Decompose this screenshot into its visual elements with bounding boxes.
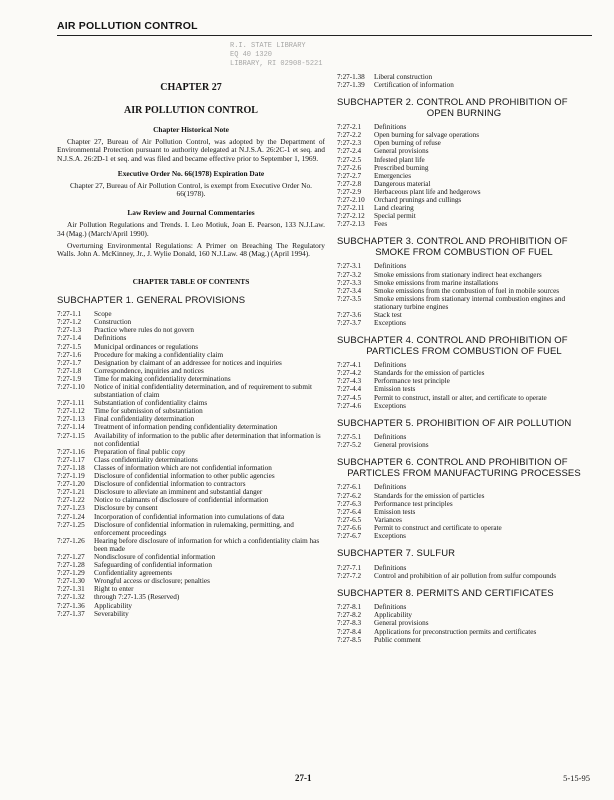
section-number: 7:27-1.23 <box>57 504 85 513</box>
toc-list <box>57 310 325 618</box>
toc-entry <box>57 488 325 496</box>
section-number: 7:27-1.22 <box>57 496 85 505</box>
section-title: Definitions <box>374 262 407 271</box>
section-title: Open burning for salvage operations <box>374 131 479 140</box>
toc-entry <box>57 310 325 318</box>
section-number: 7:27-2.4 <box>337 147 362 156</box>
section-number: 7:27-4.5 <box>337 393 362 402</box>
section-title: Orchard prunings and cullings <box>374 196 462 205</box>
toc-entry <box>337 147 591 155</box>
section-title: Scope <box>94 310 112 319</box>
section-number: 7:27-1.32 <box>57 593 85 602</box>
section-title: Fees <box>374 220 388 229</box>
toc-entry <box>337 516 591 524</box>
toc-entry <box>337 564 591 572</box>
chapter-title: AIR POLLUTION CONTROL <box>124 105 258 116</box>
section-title: General provisions <box>374 147 429 156</box>
toc-entry <box>337 139 591 147</box>
section-title: Correspondence, inquiries and notices <box>94 366 204 375</box>
section-number: 7:27-6.5 <box>337 515 362 524</box>
toc-entry <box>337 402 591 410</box>
subchapter-heading <box>337 589 591 600</box>
toc-entry <box>337 295 591 311</box>
section-number: 7:27-4.2 <box>337 369 362 378</box>
section-number: 7:27-1.25 <box>57 520 85 529</box>
subchapter-heading <box>337 549 591 560</box>
section-title: Control and prohibition of air pollution from sulfur compounds <box>374 571 557 580</box>
toc-entry <box>57 537 325 553</box>
left-column <box>57 70 325 618</box>
section-number: 7:27-1.36 <box>57 601 85 610</box>
section-number: 7:27-3.1 <box>337 262 362 271</box>
section-number: 7:27-1.16 <box>57 447 85 456</box>
section-title: Designation by claimant of an addressee for notices and inquiries <box>94 358 282 367</box>
section-number: 7:27-3.5 <box>337 294 362 303</box>
section-title: Severability <box>94 609 129 618</box>
section-title: Time for submission of substantiation <box>94 407 203 416</box>
section-number: 7:27-4.6 <box>337 401 362 410</box>
toc-entry <box>57 561 325 569</box>
section-number: 7:27-6.2 <box>337 491 362 500</box>
section-number: 7:27-2.1 <box>337 123 362 132</box>
toc-entry <box>337 311 591 319</box>
section-number: 7:27-1.27 <box>57 552 85 561</box>
section-title: Liberal construction <box>374 73 433 81</box>
section-title: through 7:27-1.35 (Reserved) <box>94 593 180 602</box>
toc-entry <box>57 375 325 383</box>
section-title: Construction <box>94 318 132 327</box>
historical-note-heading: Chapter Historical Note <box>153 125 229 134</box>
toc-entry <box>337 619 591 627</box>
subchapter-heading-line: SMOKE FROM COMBUSTION OF FUEL <box>375 246 553 258</box>
section-title: Smoke emissions from stationary internal combustion engines and stationary turbine engines <box>374 294 566 311</box>
section-number: 7:27-5.2 <box>337 441 362 450</box>
section-title: Permit to construct, install or alter, and certificate to operate <box>374 393 547 402</box>
section-number: 7:27-1.13 <box>57 415 85 424</box>
section-title: Definitions <box>94 334 127 343</box>
section-title: Disclosure of confidential information to contractors <box>94 480 246 489</box>
subchapter-heading-line: SUBCHAPTER 6. CONTROL AND PROHIBITION OF <box>337 457 568 469</box>
toc-entry <box>337 73 591 81</box>
section-title: Definitions <box>374 433 407 442</box>
toc-entry <box>337 394 591 402</box>
section-number: 7:27-2.13 <box>337 220 365 229</box>
toc-entry <box>57 569 325 577</box>
section-number: 7:27-2.12 <box>337 212 365 221</box>
section-title: Time for making confidentiality determinations <box>94 374 231 383</box>
section-number: 7:27-2.7 <box>337 171 362 180</box>
subchapter-list <box>337 98 591 644</box>
toc-entry <box>57 464 325 472</box>
toc-entry <box>57 318 325 326</box>
toc-entry <box>57 407 325 415</box>
section-number: 7:27-3.4 <box>337 286 362 295</box>
toc-entry <box>57 456 325 464</box>
toc-entry <box>57 334 325 342</box>
section-number: 7:27-1.29 <box>57 569 85 578</box>
section-title: Availability of information to the public after determination that information is not confidential <box>94 431 321 448</box>
toc-entry <box>57 513 325 521</box>
law-review-entry: Overturning Environmental Regulations: A Primer on Breaching The Regulatory Walls. John A. McKinney, Jr., J. Wylie Donald, 160 N.J.Law. 48 (Mag.) (April 1994). <box>57 241 325 259</box>
section-title: Disclosure of confidential information in rulemaking, permitting, and enforcement proceedings <box>94 520 294 537</box>
section-title: Variances <box>374 515 402 524</box>
section-number: 7:27-1.9 <box>57 374 82 383</box>
executive-order-heading: Executive Order No. 66(1978) Expiration Date <box>117 168 265 178</box>
subchapter-heading <box>337 237 591 258</box>
toc-entry <box>337 361 591 369</box>
toc-entry <box>337 287 591 295</box>
section-title: Prescribed burning <box>374 163 429 172</box>
toc-entry <box>337 279 591 287</box>
section-title: Land clearing <box>374 204 414 213</box>
subchapter-heading <box>337 458 591 479</box>
section-number: 7:27-6.3 <box>337 499 362 508</box>
section-title: Disclosure to alleviate an imminent and substantial danger <box>94 488 263 497</box>
subchapter-heading-line: PARTICLES FROM MANUFACTURING PROCESSES <box>347 467 581 479</box>
section-title: Classes of information which are not confidential information <box>94 463 272 472</box>
section-number: 7:27-1.18 <box>57 463 85 472</box>
chapter-number: CHAPTER 27 <box>160 82 222 93</box>
law-review-entry: Air Pollution Regulations and Trends. I. Leo Motiuk, Joan E. Pearson, 133 N.J.Law. 34 (Mag.) (March/April 1990). <box>57 220 325 238</box>
section-number: 7:27-1.31 <box>57 585 85 594</box>
toc-list <box>337 73 591 89</box>
section-number: 7:27-8.4 <box>337 627 362 636</box>
section-number: 7:27-1.6 <box>57 350 82 359</box>
section-number: 7:27-1.39 <box>337 81 365 90</box>
section-title: Exceptions <box>374 531 406 540</box>
section-title: Municipal ordinances or regulations <box>94 342 198 351</box>
section-number: 7:27-1.19 <box>57 472 85 481</box>
section-title: Wrongful access or disclosure; penalties <box>94 577 210 586</box>
toc-entry <box>337 156 591 164</box>
section-title: Performance test principle <box>374 377 450 386</box>
section-title: Standards for the emission of particles <box>374 369 485 378</box>
toc-entry <box>57 480 325 488</box>
section-number: 7:27-6.7 <box>337 531 362 540</box>
toc-entry <box>57 432 325 448</box>
library-stamp <box>230 42 340 69</box>
section-title: Herbaceous plant life and hedgerows <box>374 187 481 196</box>
toc-entry <box>337 196 591 204</box>
toc-entry <box>57 504 325 512</box>
toc-entry <box>337 603 591 611</box>
section-number: 7:27-1.15 <box>57 431 85 440</box>
section-title: Smoke emissions from marine installations <box>374 278 499 287</box>
section-number: 7:27-2.8 <box>337 179 362 188</box>
section-number: 7:27-6.4 <box>337 507 362 516</box>
section-title: Nondisclosure of confidential information <box>94 552 216 561</box>
toc-entry <box>337 180 591 188</box>
toc-entry <box>57 593 325 601</box>
section-title: Safeguarding of confidential information <box>94 561 212 570</box>
section-title: Hearing before disclosure of information for which a confidentiality claim has been made <box>94 536 320 553</box>
subchapter-heading-line: OPEN BURNING <box>426 107 502 119</box>
section-number: 7:27-1.20 <box>57 480 85 489</box>
toc-entry <box>337 441 591 449</box>
historical-note: Chapter 27, Bureau of Air Pollution Control, was adopted by the Department of Environmental Protection pursuant to authority delegated at N.J.S.A. 26:2C-1 et seq. and N.J.S.A. 26:2D-1 et seq. and was filed and became effective prior to September 1, 1969. <box>57 137 325 163</box>
toc-entry <box>337 271 591 279</box>
toc-entry <box>57 577 325 585</box>
section-number: 7:27-1.17 <box>57 455 85 464</box>
section-number: 7:27-1.10 <box>57 383 85 392</box>
section-number: 7:27-2.11 <box>337 204 365 213</box>
toc-entry <box>337 492 591 500</box>
section-title: Definitions <box>374 603 407 612</box>
section-title: General provisions <box>374 619 429 628</box>
toc-entry <box>337 262 591 270</box>
subchapter-heading-line: SUBCHAPTER 3. CONTROL AND PROHIBITION OF <box>337 236 568 248</box>
section-number: 7:27-3.2 <box>337 270 362 279</box>
toc-entry <box>57 602 325 610</box>
subchapter-heading-line: SUBCHAPTER 2. CONTROL AND PROHIBITION OF <box>337 97 568 109</box>
section-title: Smoke emissions from the combustion of fuel in mobile sources <box>374 286 560 295</box>
toc-entry <box>57 415 325 423</box>
section-title: Applicability <box>94 601 132 610</box>
section-title: Confidentiality agreements <box>94 569 173 578</box>
toc-entry <box>337 131 591 139</box>
toc-entry <box>57 399 325 407</box>
section-number: 7:27-8.1 <box>337 603 362 612</box>
section-title: Infested plant life <box>374 155 425 164</box>
section-number: 7:27-1.37 <box>57 609 85 618</box>
section-number: 7:27-1.30 <box>57 577 85 586</box>
stamp-line: LIBRARY, RI 02908-5221 <box>230 60 323 68</box>
section-title: Definitions <box>374 361 407 370</box>
toc-entry <box>57 521 325 537</box>
section-title: Permit to construct and certificate to operate <box>374 523 502 532</box>
toc-entry <box>337 369 591 377</box>
toc-entry <box>57 448 325 456</box>
toc-entry <box>337 319 591 327</box>
section-number: 7:27-2.3 <box>337 139 362 148</box>
section-title: Substantiation of confidentiality claims <box>94 399 208 408</box>
section-title: Definitions <box>374 483 407 492</box>
stamp-line: EQ 40 1320 <box>230 51 273 59</box>
page-number: 27-1 <box>295 773 312 783</box>
subchapter-heading: SUBCHAPTER 1. GENERAL PROVISIONS <box>57 294 246 306</box>
running-head: AIR POLLUTION CONTROL <box>57 20 198 32</box>
section-number: 7:27-1.8 <box>57 366 82 375</box>
law-review-heading: Law Review and Journal Commentaries <box>127 208 255 218</box>
subchapter-heading <box>337 98 591 119</box>
section-number: 7:27-2.2 <box>337 131 362 140</box>
section-number: 7:27-1.7 <box>57 358 82 367</box>
subchapter-heading-line: SUBCHAPTER 8. PERMITS AND CERTIFICATES <box>337 587 554 599</box>
section-number: 7:27-8.3 <box>337 619 362 628</box>
section-number: 7:27-1.38 <box>337 73 365 81</box>
section-title: Special permit <box>374 212 416 221</box>
right-column <box>337 73 591 644</box>
section-number: 7:27-1.1 <box>57 310 82 319</box>
toc-entry <box>337 188 591 196</box>
toc-entry <box>337 164 591 172</box>
toc-entry <box>57 367 325 375</box>
section-number: 7:27-1.5 <box>57 342 82 351</box>
subchapter-heading-line: SUBCHAPTER 7. SULFUR <box>337 548 456 560</box>
section-title: Exceptions <box>374 319 406 328</box>
toc-heading: CHAPTER TABLE OF CONTENTS <box>132 276 250 286</box>
section-number: 7:27-1.4 <box>57 334 82 343</box>
section-title: Definitions <box>374 563 407 572</box>
toc-entry <box>337 500 591 508</box>
page-date: 5-15-95 <box>563 773 590 783</box>
toc-entry <box>337 81 591 89</box>
subchapter-heading-line: PARTICLES FROM COMBUSTION OF FUEL <box>366 345 562 357</box>
section-title: Final confidentiality determination <box>94 415 195 424</box>
toc-entry <box>337 204 591 212</box>
section-number: 7:27-4.1 <box>337 361 362 370</box>
header-rule <box>57 35 592 36</box>
toc-entry <box>57 359 325 367</box>
section-number: 7:27-2.10 <box>337 196 365 205</box>
toc-entry <box>57 496 325 504</box>
toc-entry <box>57 472 325 480</box>
section-number: 7:27-2.5 <box>337 155 362 164</box>
section-number: 7:27-1.21 <box>57 488 85 497</box>
section-title: Emission tests <box>374 385 416 394</box>
section-number: 7:27-3.6 <box>337 310 362 319</box>
toc-entry <box>337 532 591 540</box>
toc-entry <box>57 553 325 561</box>
section-number: 7:27-2.9 <box>337 187 362 196</box>
stamp-line: R.I. STATE LIBRARY <box>230 42 306 50</box>
section-title: Incorporation of confidential information into cumulations of data <box>94 512 285 521</box>
section-title: Public comment <box>374 635 421 644</box>
section-number: 7:27-8.5 <box>337 635 362 644</box>
section-title: Open burning of refuse <box>374 139 441 148</box>
section-number: 7:27-6.6 <box>337 523 362 532</box>
section-title: Standards for the emission of particles <box>374 491 485 500</box>
section-title: Dangerous material <box>374 179 431 188</box>
toc-entry <box>57 326 325 334</box>
section-number: 7:27-1.3 <box>57 326 82 335</box>
subchapter-heading <box>337 336 591 357</box>
section-title: Definitions <box>374 123 407 132</box>
section-number: 7:27-1.28 <box>57 561 85 570</box>
section-title: Disclosure of confidential information to other public agencies <box>94 472 275 481</box>
toc-entry <box>337 508 591 516</box>
section-number: 7:27-4.4 <box>337 385 362 394</box>
toc-entry <box>57 351 325 359</box>
subchapter-heading <box>337 419 591 430</box>
section-number: 7:27-3.3 <box>337 278 362 287</box>
toc-entry <box>57 610 325 618</box>
section-title: Class confidentiality determinations <box>94 455 198 464</box>
section-title: Preparation of final public copy <box>94 447 186 456</box>
section-title: Disclosure by consent <box>94 504 158 513</box>
toc-entry <box>57 383 325 399</box>
toc-entry <box>337 611 591 619</box>
section-number: 7:27-2.6 <box>337 163 362 172</box>
section-title: Notice of initial confidentiality determination, and of requirement to submit substantiation of claim <box>94 383 312 400</box>
section-title: Certification of information <box>374 81 454 90</box>
section-title: Notice to claimants of disclosure of confidential information <box>94 496 269 505</box>
executive-order-text: Chapter 27, Bureau of Air Pollution Control, is exempt from Executive Order No. 66(1978). <box>70 180 312 199</box>
toc-entry <box>337 628 591 636</box>
toc-entry <box>337 385 591 393</box>
section-number: 7:27-4.3 <box>337 377 362 386</box>
toc-entry <box>337 572 591 580</box>
toc-entry <box>337 433 591 441</box>
toc-entry <box>337 524 591 532</box>
section-number: 7:27-1.2 <box>57 318 82 327</box>
subchapter-heading-line: SUBCHAPTER 4. CONTROL AND PROHIBITION OF <box>337 335 568 347</box>
section-title: Emergencies <box>374 171 411 180</box>
toc-entry <box>337 220 591 228</box>
section-title: Practice where rules do not govern <box>94 326 194 335</box>
section-number: 7:27-1.26 <box>57 536 85 545</box>
section-title: Emission tests <box>374 507 416 516</box>
section-number: 7:27-7.2 <box>337 571 362 580</box>
toc-entry <box>337 172 591 180</box>
toc-entry <box>337 636 591 644</box>
section-title: Stack test <box>374 310 402 319</box>
toc-entry <box>337 377 591 385</box>
section-number: 7:27-8.2 <box>337 611 362 620</box>
section-number: 7:27-1.11 <box>57 399 85 408</box>
section-number: 7:27-5.1 <box>337 433 362 442</box>
subchapter-heading-line: SUBCHAPTER 5. PROHIBITION OF AIR POLLUTION <box>337 417 572 429</box>
section-title: Right to enter <box>94 585 134 594</box>
section-number: 7:27-7.1 <box>337 563 362 572</box>
toc-entry <box>57 343 325 351</box>
toc-entry <box>337 123 591 131</box>
section-title: Performance test principles <box>374 499 453 508</box>
section-title: Exceptions <box>374 401 406 410</box>
toc-entry <box>57 423 325 431</box>
section-number: 7:27-1.14 <box>57 423 85 432</box>
section-title: Smoke emissions from stationary indirect heat exchangers <box>374 270 542 279</box>
section-number: 7:27-6.1 <box>337 483 362 492</box>
toc-entry <box>57 585 325 593</box>
section-title: Applications for preconstruction permits and certificates <box>374 627 537 636</box>
section-title: Applicability <box>374 611 412 620</box>
toc-entry <box>337 483 591 491</box>
section-number: 7:27-1.24 <box>57 512 85 521</box>
section-number: 7:27-3.7 <box>337 319 362 328</box>
toc-entry <box>337 212 591 220</box>
section-title: Procedure for making a confidentiality claim <box>94 350 224 359</box>
section-title: Treatment of information pending confidentiality determination <box>94 423 278 432</box>
section-title: General provisions <box>374 441 429 450</box>
section-number: 7:27-1.12 <box>57 407 85 416</box>
